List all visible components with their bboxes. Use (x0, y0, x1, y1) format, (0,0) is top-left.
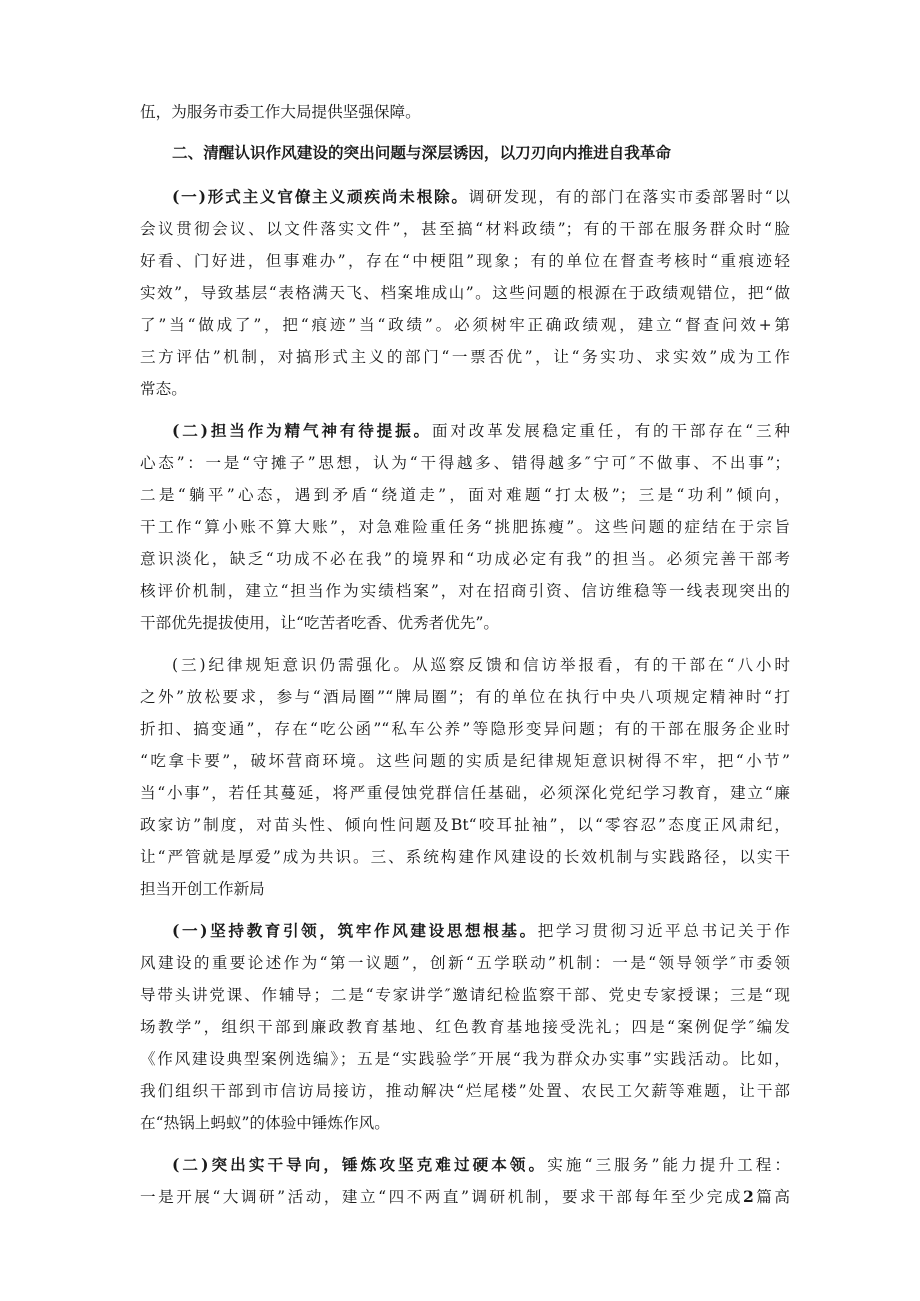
text-line (140, 751, 790, 771)
text-run: 担当开创工作新局 (140, 880, 265, 898)
text-run: 面对改革发展稳定重任，有的干部存在“三种 (431, 422, 790, 440)
text-run: 在“热锅上蚂蚁”的体验中锤炼作风。 (140, 1114, 390, 1132)
text-line (172, 655, 790, 675)
text-line (140, 251, 790, 271)
text-run: 干部优先提拔使用，让“吃苦者吃香、优秀者优先”。 (140, 614, 500, 632)
bold-text: (一)形式主义官僚主义顽疾尚未根除。 (172, 187, 469, 206)
text-line (140, 219, 790, 239)
text-line (140, 485, 790, 505)
text-run: 常态。 (140, 380, 187, 398)
text-run: 意识淡化，缺乏“功成不必在我”的境界和“功成必定有我”的担当。必须完善干部考 (140, 550, 790, 568)
text-line (140, 517, 790, 537)
text-line (140, 581, 790, 601)
text-run: 让“严管就是厚爱”成为共识。三、系统构建作风建设的长效机制与实践路径，以实干 (140, 848, 790, 866)
text-line (172, 921, 790, 941)
text-run: 三方评估”机制，对搞形式主义的部门“一票否优”，让“务实功、求实效”成为工作 (140, 348, 790, 366)
text-line (140, 687, 790, 707)
text-run: (三)纪律规矩意识仍需强化。从巡察反馈和信访举报看，有的干部在“八小时 (172, 656, 790, 674)
text-run: 导带头讲党课、作辅导；二是“专家讲学″邀请纪检监察干部、党史专家授课；三是“现 (140, 986, 790, 1004)
text-line (140, 847, 790, 867)
text-run: 之外”放松要求，参与“酒局圈”“牌局圈”；有的单位在执行中央八项规定精神时“打 (140, 688, 790, 706)
text-run: 一是开展“大调研”活动，建立“四不两直”调研机制，要求干部每年至少完成 (140, 1188, 743, 1206)
bold-text: 2 (742, 1187, 754, 1206)
text-run: 《作风建设典型案例选编》；五是“实践验学″开展“我为群众办实事”实践活动。比如， (140, 1050, 790, 1068)
text-line (140, 719, 790, 739)
text-line (140, 783, 790, 803)
text-line (140, 315, 790, 335)
text-run: 了”当“做成了”，把“痕迹”当“政绩”。必须树牢正确政绩观，建立“督查问效+第 (140, 316, 790, 334)
text-line (140, 549, 790, 569)
text-line (140, 1187, 790, 1207)
text-line (172, 143, 790, 163)
text-run: 调研发现，有的部门在落实市委部署时“以 (468, 188, 790, 206)
text-run: 会议贯彻会议、以文件落实文件”，甚至搞“材料政绩”；有的干部在服务群众时“脸 (140, 220, 790, 238)
text-line (140, 1113, 790, 1133)
text-line (140, 1049, 790, 1069)
text-run: 伍，为服务市委工作大局提供坚强保障。 (140, 103, 421, 121)
text-run: 政家访”制度，对苗头性、倾向性问题及Bt“咬耳扯袖”，以“零容忍”态度正风肃纪， (140, 816, 790, 834)
text-line (172, 187, 790, 207)
bold-text: (二)突出实干导向，锤炼攻坚克难过硬本领。 (172, 1155, 548, 1174)
text-run: 核评价机制，建立“担当作为实绩档案”，对在招商引资、信访维稳等一线表现突出的 (140, 582, 790, 600)
text-run: 心态”：一是“守摊子”思想，认为“干得越多、错得越多″宁可″不做事、不出事”； (140, 454, 790, 472)
text-line (140, 102, 790, 122)
text-run: 实效”，导致基层“表格满天飞、档案堆成山”。这些问题的根源在于政绩观错位，把“做 (140, 284, 790, 302)
text-run: 当“小事”，若任其蔓延，将严重侵蚀党群信任基础，必须深化党纪学习教育，建立“廉 (140, 784, 790, 802)
text-line (172, 1155, 790, 1175)
text-line (140, 1081, 790, 1101)
text-line (172, 421, 790, 441)
text-run: 场教学”，组织干部到廉政教育基地、红色教育基地接受洗礼；四是“案例促学″编发 (140, 1018, 790, 1036)
text-line (140, 379, 790, 399)
text-line (140, 815, 790, 835)
text-run: 实施“三服务”能力提升工程： (547, 1156, 790, 1174)
text-run: 把学习贯彻习近平总书记关于作 (537, 922, 790, 940)
text-line (140, 879, 790, 899)
text-line (140, 1017, 790, 1037)
text-line (140, 453, 790, 473)
text-line (140, 953, 790, 973)
text-run: 二是“躺平”心态，遇到矛盾“绕道走”，面对难题“打太极”；三是“功利”倾向， (140, 486, 790, 504)
text-line (140, 613, 790, 633)
text-line (140, 985, 790, 1005)
text-run: 风建设的重要论述作为“第一议题”，创新“五学联动”机制：一是“领导领学″市委领 (140, 954, 790, 972)
text-run: 好看、门好进，但事难办”，存在“中梗阻”现象；有的单位在督查考核时“重痕迹轻 (140, 252, 790, 270)
text-run: “吃拿卡要”，破坏营商环境。这些问题的实质是纪律规矩意识树得不牢，把“小节” (140, 752, 790, 770)
text-line (140, 283, 790, 303)
bold-text: (一)坚持教育引领，筑牢作风建设思想根基。 (172, 921, 538, 940)
text-run: 折扣、搞变通”，存在“吃公函”“私车公养”等隐形变异问题；有的干部在服务企业时 (140, 720, 790, 738)
bold-text: 二、清醒认识作风建设的突出问题与深层诱因，以刀刃向内推进自我革命 (172, 143, 672, 162)
text-line (140, 347, 790, 367)
text-run: 我们组织干部到市信访局接访，推动解决“烂尾楼”处置、农民工欠薪等难题，让干部 (140, 1082, 790, 1100)
bold-text: (二)担当作为精气神有待提振。 (172, 421, 432, 440)
text-run: 篇高 (753, 1188, 790, 1206)
text-run: 干工作“算小账不算大账”，对急难险重任务“挑肥拣瘦”。这些问题的症结在于宗旨 (140, 518, 790, 536)
